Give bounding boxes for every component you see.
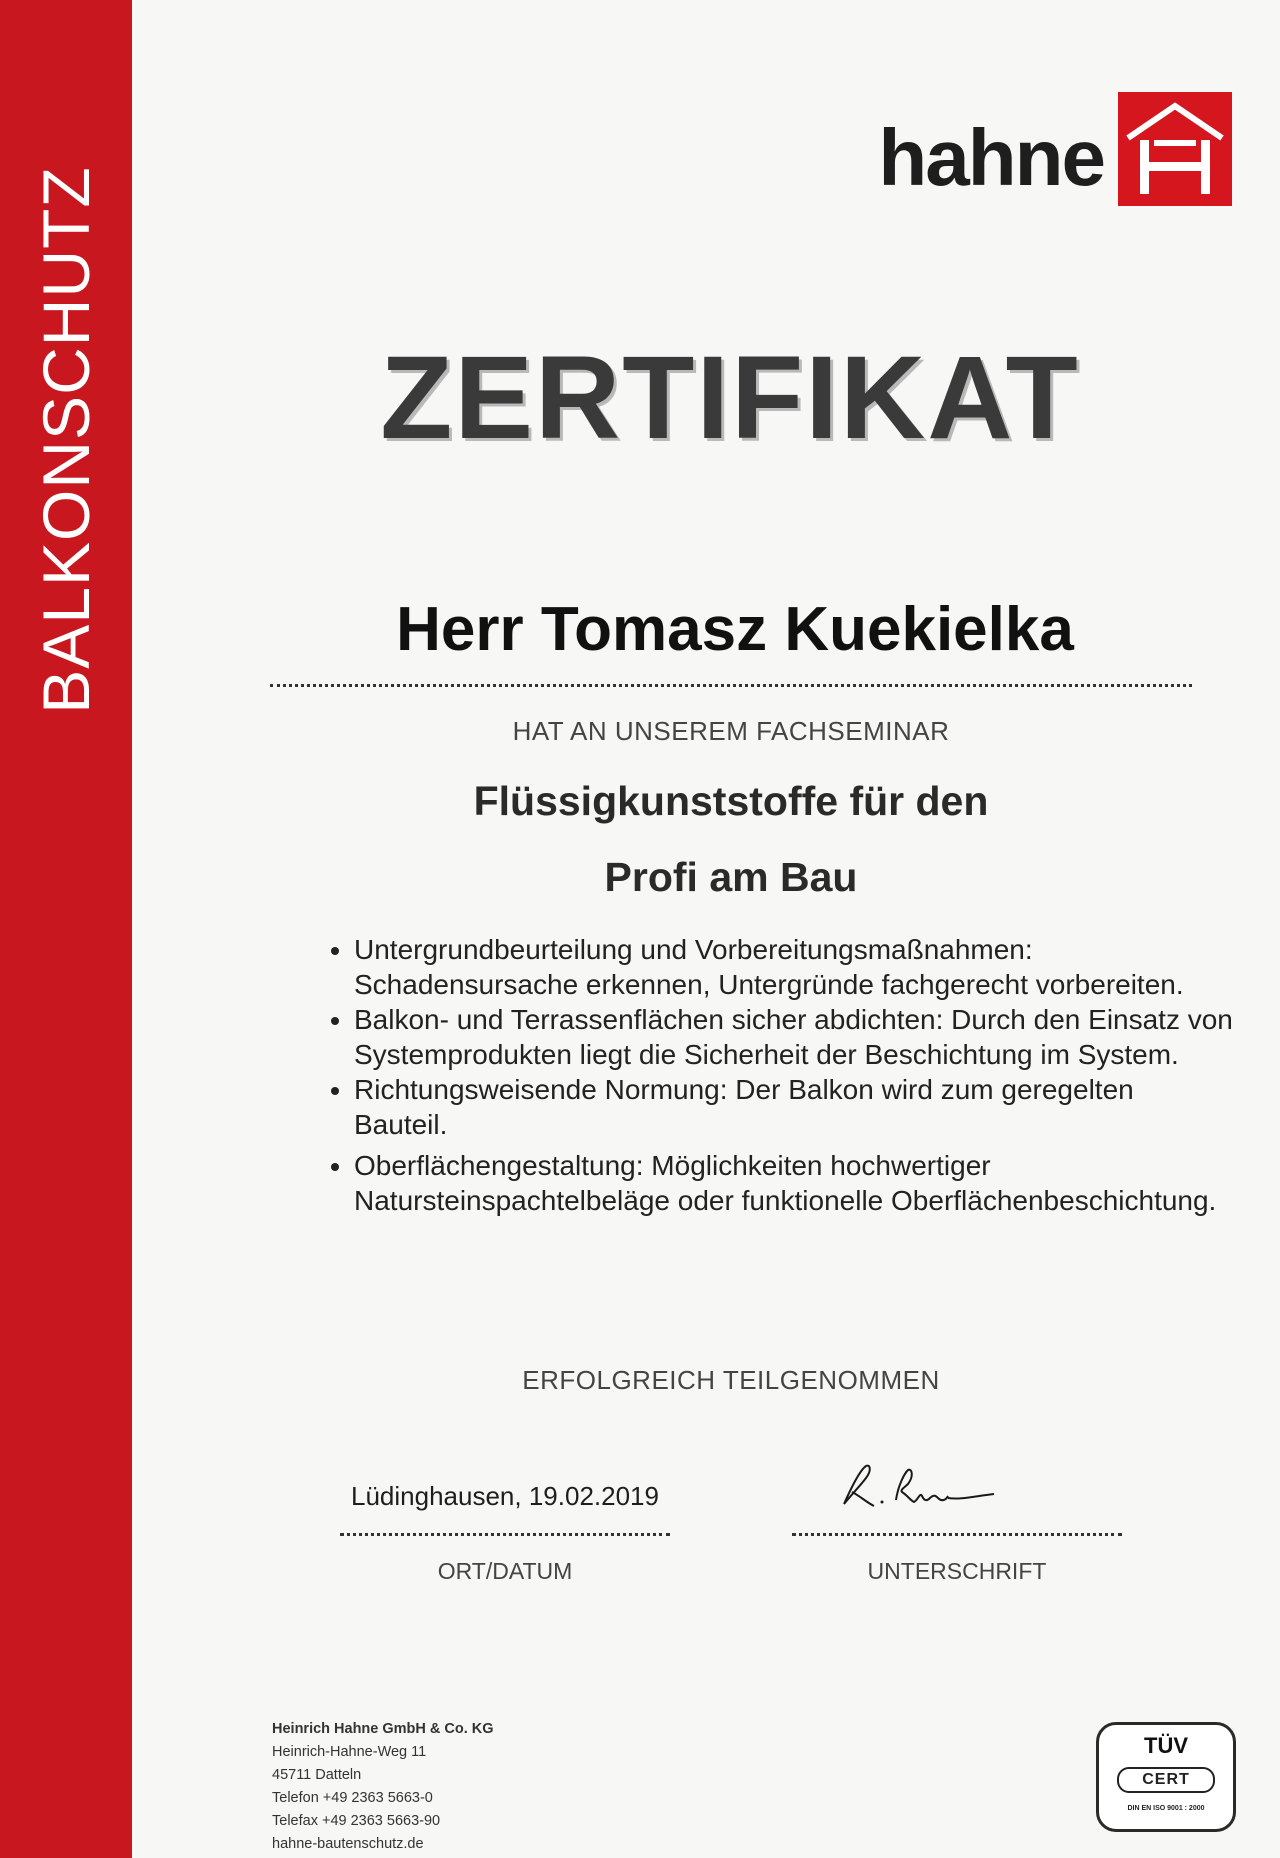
company-name: Heinrich Hahne GmbH & Co. KG	[272, 1721, 494, 1737]
tuv-cert-seal	[1096, 1722, 1236, 1832]
tuv-seal-norm: DIN EN ISO 9001 : 2000	[1127, 1805, 1205, 1812]
topic-item: • Balkon- und Terrassenflächen sicher abdichten: Durch den Einsatz von Systemprodukten liegt die Sicherheit der Beschichtung im System.	[354, 1002, 1234, 1072]
recipient-name: Herr Tomasz Kuekielka	[396, 595, 1074, 664]
seminar-intro: HAT AN UNSEREM FACHSEMINAR	[512, 716, 950, 746]
signature-label: UNTERSCHRIFT	[867, 1558, 1047, 1584]
signature-line	[792, 1533, 1122, 1536]
topic-item: • Oberflächengestaltung: Möglichkeiten hochwertiger Natursteinspachtelbeläge oder funktionelle Oberflächenbeschichtung.	[354, 1148, 1234, 1218]
tuv-seal-top: TÜV	[1144, 1733, 1188, 1758]
company-address	[272, 1718, 494, 1856]
company-website: hahne-bautenschutz.de	[272, 1836, 424, 1852]
company-fax: Telefax +49 2363 5663-90	[272, 1813, 441, 1829]
seminar-title-line1: Flüssigkunststoffe für den	[473, 778, 989, 824]
participation-result: ERFOLGREICH TEILGENOMMEN	[522, 1365, 940, 1395]
certificate-title: ZERTIFIKAT	[380, 332, 1080, 464]
company-phone: Telefon +49 2363 5663-0	[272, 1790, 433, 1806]
place-date-value: Lüdinghausen, 19.02.2019	[351, 1481, 659, 1511]
red-sidebar	[0, 0, 132, 1858]
topic-item: • Untergrundbeurteilung und Vorbereitungsmaßnahmen: Schadensursache erkennen, Untergründe fachgerecht vorbereiten.	[354, 932, 1234, 1002]
sidebar-label: BALKONSCHUTZ	[29, 166, 103, 714]
house-h-logo-icon	[1118, 92, 1232, 206]
name-underline	[270, 684, 1192, 687]
logo-wordmark: hahne	[878, 113, 1104, 202]
signature-image	[830, 1456, 1000, 1520]
topic-list	[308, 932, 1234, 1218]
hahne-logo	[878, 92, 1232, 206]
company-city: 45711 Datteln	[272, 1767, 362, 1783]
place-date-label: ORT/DATUM	[437, 1558, 573, 1584]
seminar-title-line2: Profi am Bau	[604, 854, 858, 900]
place-date-line	[340, 1533, 670, 1536]
topic-item: • Richtungsweisende Normung: Der Balkon wird zum geregelten Bauteil.	[354, 1072, 1234, 1142]
tuv-seal-cert: CERT	[1117, 1767, 1215, 1793]
company-street: Heinrich-Hahne-Weg 11	[272, 1744, 427, 1760]
